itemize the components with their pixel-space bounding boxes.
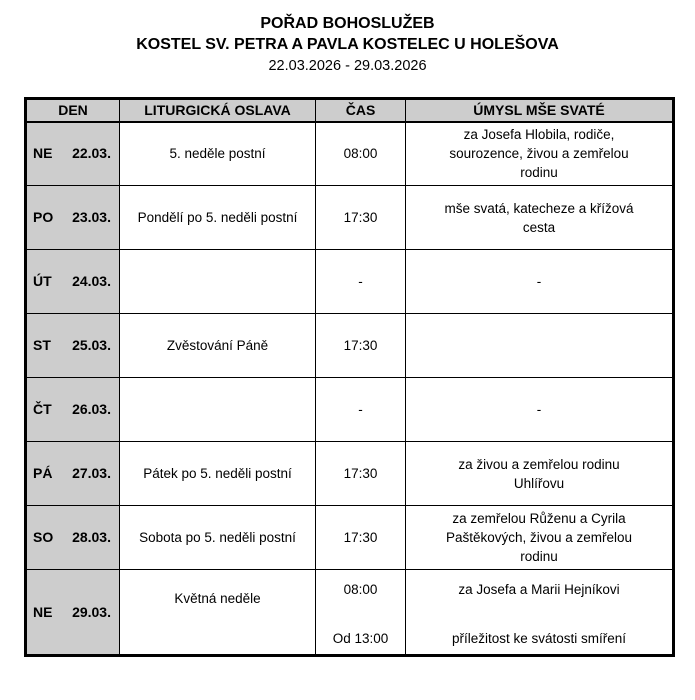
time-lines bbox=[316, 528, 405, 547]
day-label bbox=[27, 336, 119, 355]
intention-text: - bbox=[536, 274, 542, 289]
schedule-table-body bbox=[26, 122, 674, 656]
intention-cell bbox=[406, 378, 674, 442]
table-row bbox=[26, 378, 674, 442]
day-cell bbox=[26, 570, 120, 656]
day-abbr: ST bbox=[33, 337, 51, 353]
time-lines bbox=[316, 272, 405, 291]
celebration-cell bbox=[120, 186, 316, 250]
intention-text: za živou a zemřelou rodinu Uhlířovu bbox=[458, 456, 620, 491]
celebration-cell bbox=[120, 314, 316, 378]
intention-cell bbox=[406, 570, 674, 656]
intention-text: za Josefa Hlobila, rodiče, sourozence, živou a zemřelou rodinu bbox=[449, 127, 629, 181]
day-cell bbox=[26, 122, 120, 186]
day-date: 28.03. bbox=[72, 529, 111, 545]
intention-cell bbox=[406, 186, 674, 250]
celebration-cell bbox=[120, 378, 316, 442]
intention-text: - bbox=[536, 402, 542, 417]
intention-cell bbox=[406, 314, 674, 378]
day-date: 26.03. bbox=[72, 401, 111, 417]
time-cell bbox=[316, 570, 406, 656]
table-row bbox=[26, 570, 674, 656]
column-header-den: DEN bbox=[26, 99, 120, 122]
time-lines bbox=[316, 336, 405, 355]
celebration-text: Pondělí po 5. neděli postní bbox=[137, 210, 298, 225]
day-label bbox=[27, 528, 119, 547]
time-value: 17:30 bbox=[343, 338, 378, 353]
table-row bbox=[26, 250, 674, 314]
celebration-text: 5. neděle postní bbox=[169, 146, 266, 162]
intention-lines bbox=[406, 199, 672, 237]
time-lines bbox=[316, 208, 405, 227]
intention-cell bbox=[406, 442, 674, 506]
day-abbr: NE bbox=[33, 603, 53, 620]
time-value: 17:30 bbox=[343, 466, 378, 481]
date-range: 22.03.2026 - 29.03.2026 bbox=[268, 58, 427, 74]
day-cell bbox=[26, 442, 120, 506]
celebration-cell bbox=[120, 442, 316, 506]
day-date: 29.03. bbox=[72, 603, 111, 620]
time-lines bbox=[316, 464, 405, 483]
intention-text: za Josefa a Marii Hejníkovi bbox=[458, 582, 620, 597]
intention-lines bbox=[406, 571, 672, 653]
time-lines bbox=[316, 571, 405, 653]
day-abbr: NE bbox=[33, 145, 53, 162]
day-label bbox=[27, 400, 119, 419]
table-row bbox=[26, 442, 674, 506]
celebration-text: Pátek po 5. neděli postní bbox=[143, 466, 292, 481]
day-date: 27.03. bbox=[72, 465, 111, 481]
column-header-liturgicka-oslava: LITURGICKÁ OSLAVA bbox=[120, 99, 316, 122]
celebration-cell bbox=[120, 570, 316, 656]
time-value: 17:30 bbox=[343, 210, 378, 225]
intention-lines bbox=[406, 272, 672, 291]
day-cell bbox=[26, 250, 120, 314]
day-cell bbox=[26, 506, 120, 570]
schedule-table bbox=[24, 97, 675, 657]
table-row bbox=[26, 314, 674, 378]
table-row bbox=[26, 122, 674, 186]
day-abbr: PO bbox=[33, 209, 54, 225]
celebration-cell bbox=[120, 506, 316, 570]
document-title: POŘAD BOHOSLUŽEB bbox=[260, 15, 435, 32]
time-cell bbox=[316, 378, 406, 442]
day-abbr: SO bbox=[33, 529, 54, 545]
day-date: 23.03. bbox=[72, 209, 111, 225]
day-label bbox=[27, 144, 119, 163]
table-row bbox=[26, 186, 674, 250]
time-cell bbox=[316, 122, 406, 186]
intention-lines bbox=[406, 455, 672, 493]
time-value: - bbox=[358, 402, 363, 417]
celebration-cell bbox=[120, 250, 316, 314]
day-abbr: PÁ bbox=[33, 465, 53, 481]
title-block bbox=[0, 0, 695, 76]
time-lines bbox=[316, 400, 405, 419]
celebration-cell bbox=[120, 122, 316, 186]
time-cell bbox=[316, 506, 406, 570]
day-label bbox=[27, 603, 119, 622]
time-lines bbox=[316, 144, 405, 163]
intention-lines bbox=[406, 125, 672, 182]
intention-cell bbox=[406, 250, 674, 314]
day-abbr: ÚT bbox=[33, 273, 52, 289]
column-header-cas: ČAS bbox=[316, 99, 406, 122]
day-abbr: ČT bbox=[33, 401, 52, 417]
intention-text: mše svatá, katecheze a křížová cesta bbox=[444, 200, 634, 235]
celebration-text: Květná neděle bbox=[174, 591, 261, 606]
time-cell bbox=[316, 250, 406, 314]
day-date: 22.03. bbox=[72, 145, 111, 162]
intention-lines bbox=[406, 400, 672, 419]
time-value: 08:00 bbox=[343, 582, 378, 597]
day-cell bbox=[26, 186, 120, 250]
time-value: - bbox=[358, 274, 363, 289]
day-date: 24.03. bbox=[72, 273, 111, 289]
day-label bbox=[27, 464, 119, 483]
day-cell bbox=[26, 314, 120, 378]
column-header-umysl-mse-svate: ÚMYSL MŠE SVATÉ bbox=[406, 99, 674, 122]
intention-text: za zemřelou Růženu a Cyrila Paštěkových, živou a zemřelou rodinu bbox=[445, 511, 633, 564]
time-cell bbox=[316, 186, 406, 250]
day-cell bbox=[26, 378, 120, 442]
day-label bbox=[27, 272, 119, 291]
day-label bbox=[27, 208, 119, 227]
intention-lines bbox=[406, 509, 672, 566]
time-value: 08:00 bbox=[343, 146, 378, 162]
celebration-text: Sobota po 5. neděli postní bbox=[139, 530, 296, 545]
church-name: KOSTEL SV. PETRA A PAVLA KOSTELEC U HOLEŠOVA bbox=[136, 36, 559, 53]
intention-cell bbox=[406, 506, 674, 570]
day-date: 25.03. bbox=[72, 337, 111, 353]
time-value: Od 13:00 bbox=[332, 631, 389, 646]
celebration-text: Zvěstování Páně bbox=[166, 338, 269, 353]
time-cell bbox=[316, 314, 406, 378]
table-header-row bbox=[26, 99, 674, 122]
time-cell bbox=[316, 442, 406, 506]
intention-cell bbox=[406, 122, 674, 186]
intention-text: příležitost ke svátosti smíření bbox=[451, 631, 627, 646]
table-row bbox=[26, 506, 674, 570]
time-value: 17:30 bbox=[343, 530, 378, 545]
